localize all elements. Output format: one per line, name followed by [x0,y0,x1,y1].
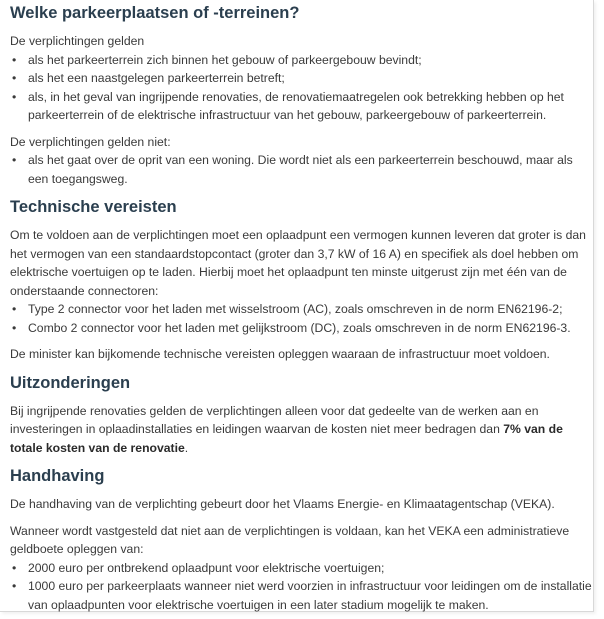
technical-note: De minister kan bijkomende technische vereisten opleggen waaraan de infrastructuur moet voldoen. [10,347,550,361]
section-title-exceptions: Uitzonderingen [10,373,131,392]
exceptions-text [10,402,593,458]
exceptions-text-start: Bij ingrijpende renovaties gelden de verplichtingen alleen voor dat gedeelte van de werken aan en investeringen in oplaadinstallaties en leidingen waarvan de kosten niet meer bedragen dan [10,403,539,436]
list-item: • als, in het geval van ingrijpende renovaties, de renovatiemaatregelen ook betrekking hebben op het parkeerterrein of de elektrische infrastructuur van het gebouw, parkeergebouw of parkeerterrein. [10,88,593,125]
list-item: • als het een naastgelegen parkeerterrein betreft; [10,69,593,88]
enforcement-text: De handhaving van de verplichting gebeurt door het Vlaams Energie- en Klimaatagentschap (VEKA). [10,497,555,511]
section-title-parking: Welke parkeerplaatsen of -terreinen? [10,4,300,22]
exceptions-text-end: . [184,440,189,455]
list-item: • 2000 euro per ontbrekend oplaadpunt voor elektrische voertuigen; [10,559,593,578]
obligations-not-apply-list [10,151,593,188]
section-title-technical: Technische vereisten [10,198,177,216]
obligations-apply-intro: De verplichtingen gelden [10,34,145,48]
list-item: • 1000 euro per parkeerplaats wanneer niet werd voorzien in infrastructuur voor leidingen om de installatie van oplaadpunten voor elektrische voertuigen in een later stadium mogelijk te maken. [10,577,593,614]
technical-intro: Om te voldoen aan de verplichtingen moet een oplaadpunt een vermogen kunnen leveren dat groter is dan het vermogen van een standaardstopcontact (groter dan 3,7 kW of 16 A) en specifiek als doel hebben om elektrische voertuigen op te laden. Hierbij moet het oplaadpunt ten minste uitgerust zijn met één van de onderstaande connectoren: [10,228,586,298]
exceptions-highlight: 7% van de totale kosten van de renovatie [10,422,563,455]
obligations-not-apply-intro: De verplichtingen gelden niet: [10,134,171,149]
list-item: • Combo 2 connector voor het laden met gelijkstroom (DC), zoals omschreven in de norm EN62196-3. [10,319,593,338]
list-item: • als het parkeerterrein zich binnen het gebouw of parkeergebouw bevindt; [10,51,593,70]
list-item: • als het gaat over de oprit van een woning. Die wordt niet als een parkeerterrein beschouwd, maar als een toegangsweg. [10,151,593,188]
fine-list [10,559,593,615]
list-item: • Type 2 connector voor het laden met wisselstroom (AC), zoals omschreven in de norm EN62196-2; [10,300,593,319]
fine-intro: Wanneer wordt vastgesteld dat niet aan de verplichtingen is voldaan, kan het VEKA een administratieve geldboete opleggen van: [10,523,570,556]
section-title-enforcement: Handhaving [10,467,105,485]
connector-list [10,300,593,337]
obligations-apply-list [10,51,593,125]
